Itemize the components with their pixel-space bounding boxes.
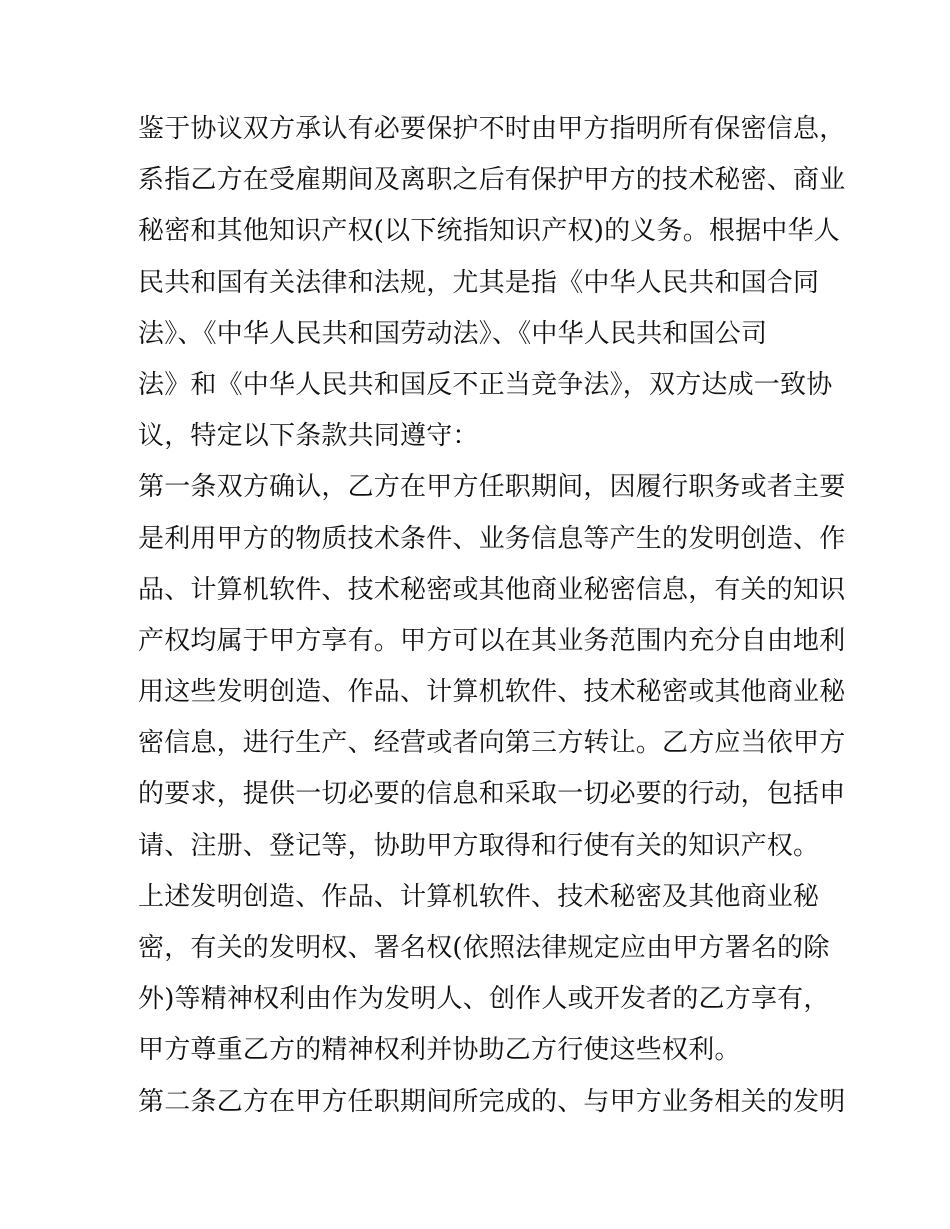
article-1-text-line: 产权均属于甲方享有。甲方可以在其业务范围内充分自由地利 — [138, 625, 846, 656]
body-text-line: 秘密和其他知识产权(以下统指知识产权)的义务。根据中华人 — [138, 216, 840, 247]
article-1-text-line: 品、计算机软件、技术秘密或其他商业秘密信息，有关的知识 — [138, 574, 846, 605]
document-body — [138, 104, 846, 1128]
article-2-text-line: 第二条乙方在甲方任职期间所完成的、与甲方业务相关的发明 — [138, 1086, 846, 1117]
article-1-paragraph-2-line: 外)等精神权利由作为发明人、创作人或开发者的乙方享有， — [138, 984, 830, 1015]
article-1-paragraph-2-line: 上述发明创造、作品、计算机软件、技术秘密及其他商业秘 — [138, 881, 820, 912]
article-1-text-line: 请、注册、登记等，协助甲方取得和行使有关的知识产权。 — [138, 830, 820, 861]
article-1-paragraph-2-line: 密，有关的发明权、署名权(依照法律规定应由甲方署名的除 — [138, 933, 830, 963]
article-1-text-line: 是利用甲方的物质技术条件、业务信息等产生的发明创造、作 — [138, 523, 846, 554]
article-1-text-line: 的要求，提供一切必要的信息和采取一切必要的行动，包括申 — [138, 779, 846, 810]
article-1-paragraph-2-line: 甲方尊重乙方的精神权利并协助乙方行使这些权利。 — [138, 1035, 741, 1066]
article-1-text-line: 密信息，进行生产、经营或者向第三方转让。乙方应当依甲方 — [138, 728, 846, 759]
body-text-line: 民共和国有关法律和法规，尤其是指《中华人民共和国合同 — [138, 267, 820, 298]
body-text-line: 鉴于协议双方承认有必要保护不时由甲方指明所有保密信息， — [138, 114, 846, 144]
body-text-line: 系指乙方在受雇期间及离职之后有保护甲方的技术秘密、商业 — [138, 165, 846, 196]
article-1-text-line: 用这些发明创造、作品、计算机软件、技术秘密或其他商业秘 — [138, 677, 846, 708]
article-1-text-line: 第一条双方确认，乙方在甲方任职期间，因履行职务或者主要 — [138, 472, 846, 503]
body-text-line: 法》、《中华人民共和国劳动法》、《中华人民共和国公司 — [138, 318, 768, 349]
body-text-line: 法》和《中华人民共和国反不正当竞争法》，双方达成一致协 — [138, 369, 833, 400]
body-text-line: 议，特定以下条款共同遵守： — [138, 421, 479, 452]
